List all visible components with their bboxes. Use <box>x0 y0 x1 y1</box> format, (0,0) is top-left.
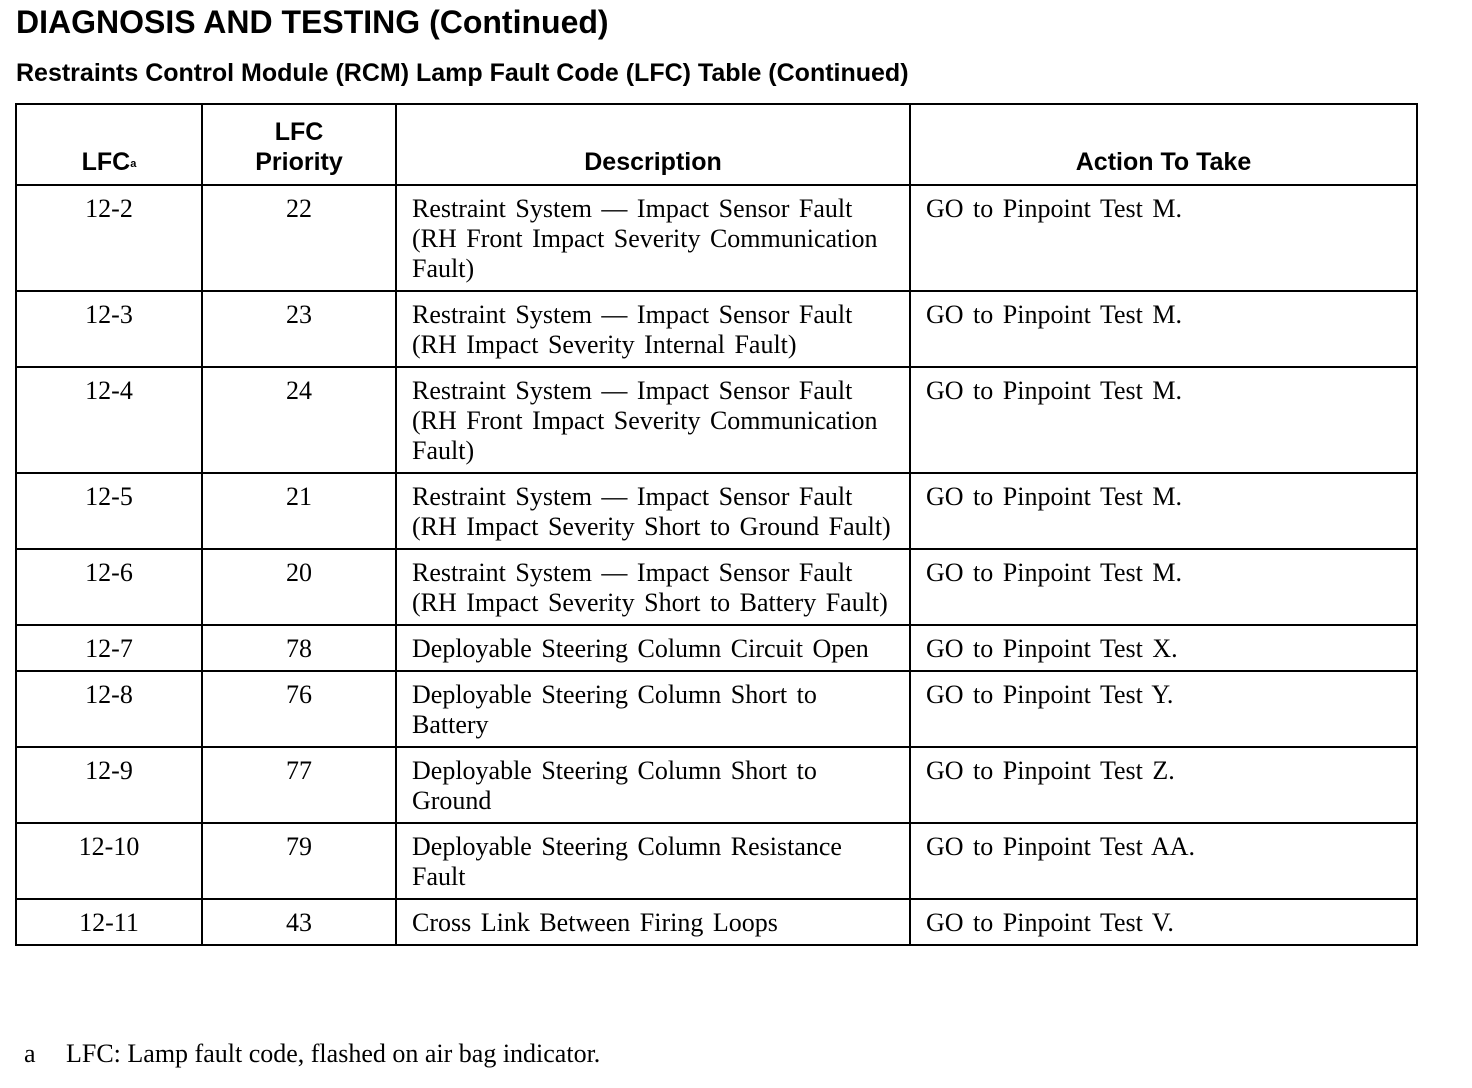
cell-lfc: 12-11 <box>16 899 202 945</box>
cell-action: GO to Pinpoint Test Y. <box>910 671 1417 747</box>
table-row <box>16 367 1417 473</box>
cell-priority: 23 <box>202 291 396 367</box>
table-row <box>16 823 1417 899</box>
table-row <box>16 185 1417 291</box>
header-lfc-label: LFC <box>81 148 131 176</box>
header-action: Action To Take <box>910 104 1417 185</box>
header-lfc-footnote-marker: a <box>130 158 137 170</box>
cell-priority: 20 <box>202 549 396 625</box>
cell-action: GO to Pinpoint Test M. <box>910 473 1417 549</box>
cell-description: Deployable Steering Column Short to Ground <box>396 747 910 823</box>
cell-description: Restraint System — Impact Sensor Fault (RH Impact Severity Short to Ground Fault) <box>396 473 910 549</box>
cell-description: Deployable Steering Column Circuit Open <box>396 625 910 671</box>
cell-priority: 79 <box>202 823 396 899</box>
cell-action: GO to Pinpoint Test Z. <box>910 747 1417 823</box>
table-row <box>16 549 1417 625</box>
cell-description: Restraint System — Impact Sensor Fault (RH Front Impact Severity Communication Fault) <box>396 185 910 291</box>
cell-lfc: 12-8 <box>16 671 202 747</box>
cell-priority: 78 <box>202 625 396 671</box>
header-priority-line2: Priority <box>255 148 343 176</box>
table-row <box>16 747 1417 823</box>
header-description: Description <box>396 104 910 185</box>
header-priority <box>202 104 396 185</box>
table-row <box>16 625 1417 671</box>
cell-priority: 22 <box>202 185 396 291</box>
lfc-table <box>15 103 1418 946</box>
table-title: Restraints Control Module (RCM) Lamp Fault Code (LFC) Table (Continued) <box>16 59 909 87</box>
cell-action: GO to Pinpoint Test M. <box>910 367 1417 473</box>
table-header-row <box>16 104 1417 185</box>
cell-priority: 43 <box>202 899 396 945</box>
cell-action: GO to Pinpoint Test AA. <box>910 823 1417 899</box>
cell-action: GO to Pinpoint Test M. <box>910 291 1417 367</box>
cell-description: Deployable Steering Column Resistance Fault <box>396 823 910 899</box>
cell-action: GO to Pinpoint Test V. <box>910 899 1417 945</box>
footnote <box>24 1038 600 1070</box>
cell-lfc: 12-7 <box>16 625 202 671</box>
cell-lfc: 12-2 <box>16 185 202 291</box>
cell-lfc: 12-10 <box>16 823 202 899</box>
cell-lfc: 12-3 <box>16 291 202 367</box>
table-row <box>16 671 1417 747</box>
cell-action: GO to Pinpoint Test M. <box>910 549 1417 625</box>
cell-action: GO to Pinpoint Test X. <box>910 625 1417 671</box>
cell-priority: 24 <box>202 367 396 473</box>
table-row <box>16 473 1417 549</box>
cell-lfc: 12-6 <box>16 549 202 625</box>
cell-description: Deployable Steering Column Short to Battery <box>396 671 910 747</box>
cell-priority: 21 <box>202 473 396 549</box>
cell-action: GO to Pinpoint Test M. <box>910 185 1417 291</box>
cell-description: Restraint System — Impact Sensor Fault (RH Front Impact Severity Communication Fault) <box>396 367 910 473</box>
header-priority-line1: LFC <box>274 118 324 146</box>
footnote-marker: a <box>24 1039 36 1068</box>
header-lfc <box>16 104 202 185</box>
table-row <box>16 899 1417 945</box>
page-title: DIAGNOSIS AND TESTING (Continued) <box>16 4 609 40</box>
cell-lfc: 12-4 <box>16 367 202 473</box>
table-row <box>16 291 1417 367</box>
cell-description: Cross Link Between Firing Loops <box>396 899 910 945</box>
cell-description: Restraint System — Impact Sensor Fault (RH Impact Severity Internal Fault) <box>396 291 910 367</box>
cell-priority: 76 <box>202 671 396 747</box>
cell-lfc: 12-5 <box>16 473 202 549</box>
cell-priority: 77 <box>202 747 396 823</box>
footnote-text: LFC: Lamp fault code, flashed on air bag indicator. <box>66 1039 601 1068</box>
cell-lfc: 12-9 <box>16 747 202 823</box>
cell-description: Restraint System — Impact Sensor Fault (RH Impact Severity Short to Battery Fault) <box>396 549 910 625</box>
